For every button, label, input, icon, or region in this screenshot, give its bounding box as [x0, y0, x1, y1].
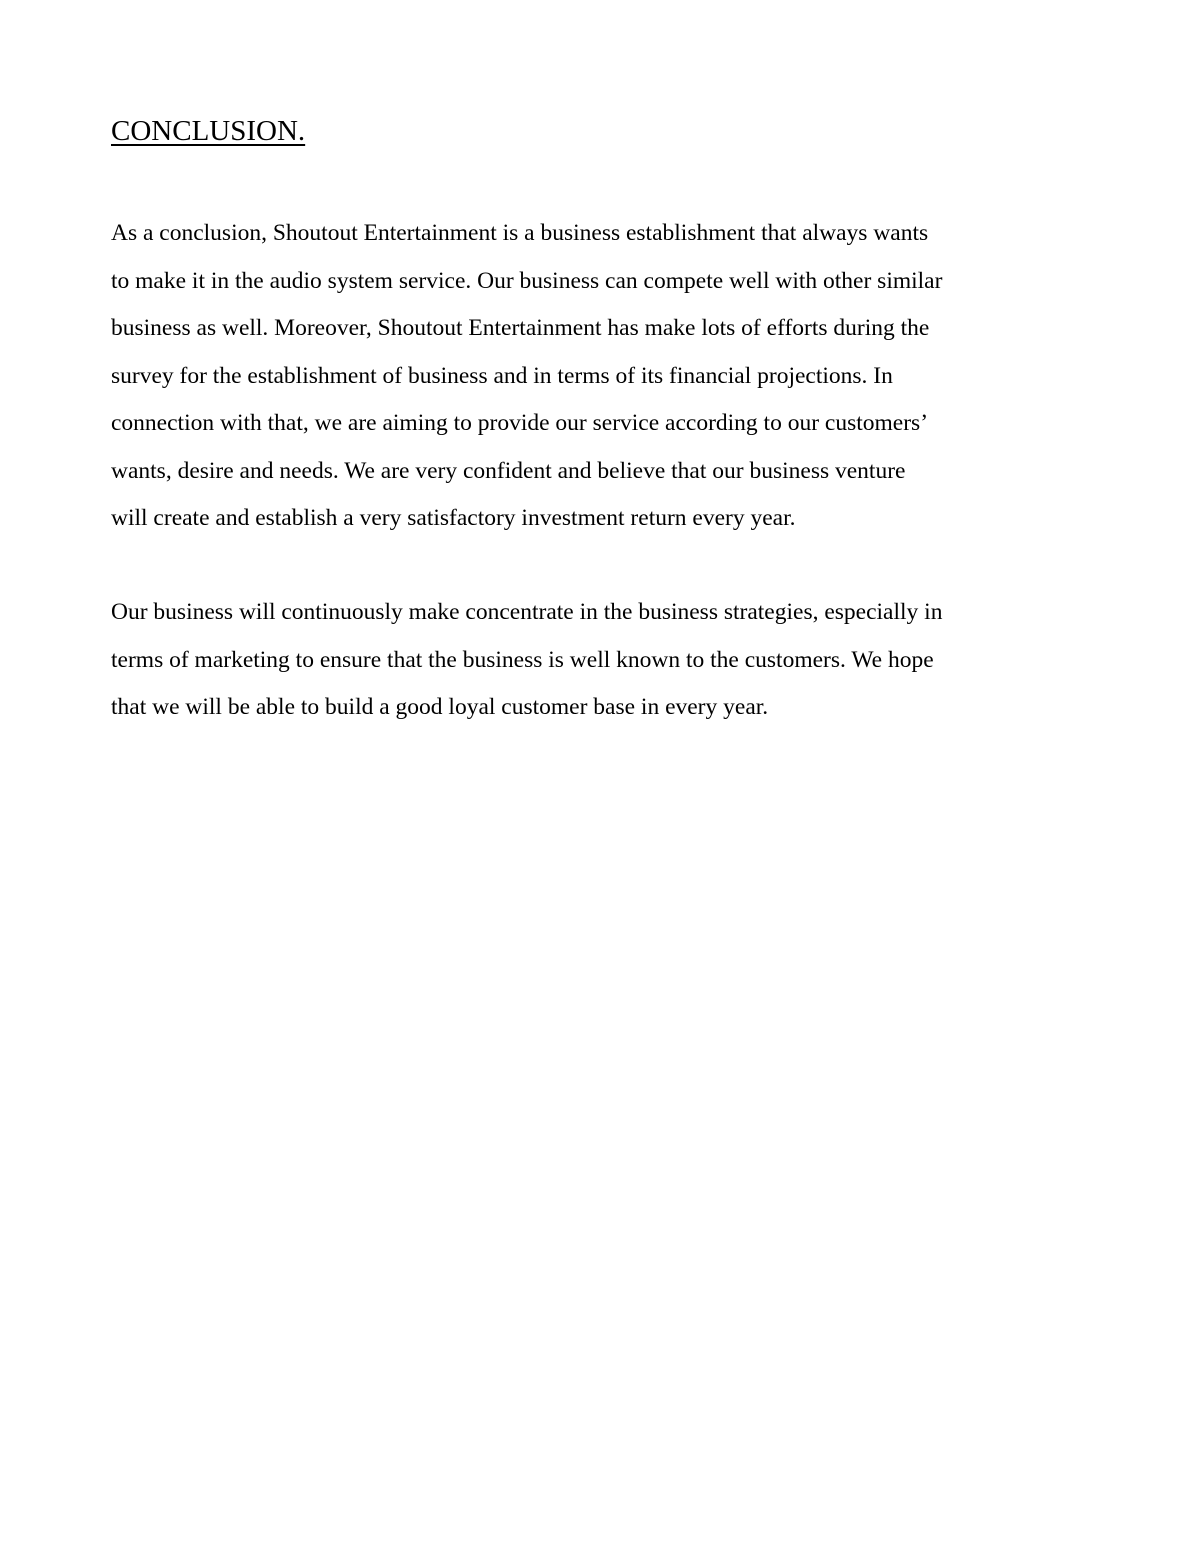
paragraph-line: wants, desire and needs. We are very confident and believe that our business venture [111, 457, 906, 484]
paragraph-conclusion [111, 210, 942, 543]
paragraph-line: survey for the establishment of business and in terms of its financial projections. In [111, 362, 893, 389]
paragraph-line: terms of marketing to ensure that the business is well known to the customers. We hope [111, 646, 934, 673]
paragraph-line: Our business will continuously make concentrate in the business strategies, especially in [111, 599, 943, 625]
paragraph-line: to make it in the audio system service. Our business can compete well with other similar [111, 267, 943, 294]
paragraph-line: connection with that, we are aiming to provide our service according to our customers’ [111, 410, 929, 436]
paragraph-line: As a conclusion, Shoutout Entertainment is a business establishment that always wants [111, 220, 929, 246]
paragraph-strategy [111, 589, 942, 732]
page-title: CONCLUSION. [111, 115, 306, 147]
paragraph-line: business as well. Moreover, Shoutout Entertainment has make lots of efforts during the [111, 315, 930, 341]
paragraph-line: will create and establish a very satisfactory investment return every year. [111, 505, 796, 531]
paragraph-line: that we will be able to build a good loyal customer base in every year. [111, 694, 769, 720]
